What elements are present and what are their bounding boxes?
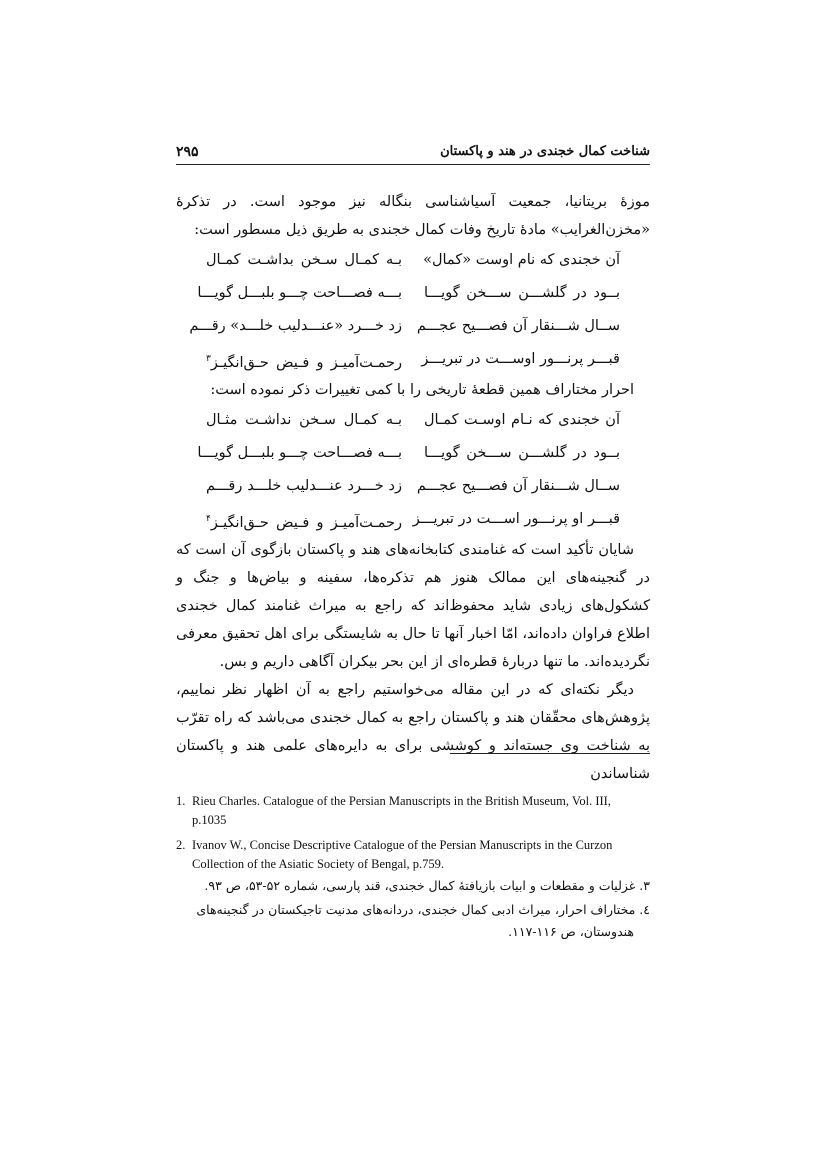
verse [176, 244, 650, 277]
paragraph-2 [176, 376, 650, 404]
footnote-text: Rieu Charles. Catalogue of the Persian Manuscripts in the British Museum, Vol. III, [192, 794, 611, 808]
hemistich-second: زد خـــرد عنـــدلیب خلـــد رقـــم [206, 478, 402, 494]
verse [176, 404, 650, 437]
footnote-text: ۳. غزلیات و مقطعات و ابیات بازیافتهٔ کمال خجندی، قند پارسی، شماره ۵۲-۵۳، ص ۹۳. [204, 878, 650, 893]
hemistich-second: بـــه فصـــاحت چـــو بلبـــل گویـــا [197, 285, 402, 301]
hemistich-second: بـــه فصـــاحت چـــو بلبـــل گویـــا [197, 445, 402, 461]
paragraph-1-text: موزهٔ بریتانیا، جمعیت آسیاشناسی بنگاله نیز موجود است. در تذکرهٔ «مخزن‌الغرایب» مادهٔ تاریخ وفات کمال خجندی به طریق ذیل مسطور است: [176, 194, 650, 238]
poem-2 [176, 404, 650, 536]
running-title: شناخت کمال خجندی در هند و پاکستان [440, 144, 650, 159]
footnote-mark-4: ۴ [206, 514, 211, 524]
verse [176, 277, 650, 310]
hemistich-second-text: رحمـت‌آمیـز و فـیض حـق‌انگیـز [210, 514, 402, 531]
page-number: ۲۹۵ [176, 144, 199, 160]
hemistich-first: بــود در گلشـــن ســـخن گویـــا [424, 445, 620, 461]
paragraph-2-text: احرار مختاراف همین قطعهٔ تاریخی را با کمی تغییرات ذکر نموده است: [210, 382, 634, 398]
footnote-text: ٤. مختاراف احرار، میراث ادبی کمال خجندی، دردانه‌های مدنیت تاجیکستان در گنجینه‌های [196, 902, 650, 917]
hemistich-first: قبـــر او پرنـــور اســـت در تبریـــز [412, 511, 620, 527]
verse [176, 437, 650, 470]
verse [176, 503, 650, 536]
footnote-3 [176, 875, 650, 897]
verse [176, 310, 650, 343]
footnote-mark-3: ۳ [206, 354, 211, 364]
footnote-4 [176, 899, 650, 943]
poem-1 [176, 244, 650, 376]
footnote-text-cont: p.1035 [192, 813, 227, 827]
footnote-text-cont: Collection of the Asiatic Society of Bengal, p.759. [192, 857, 445, 871]
footnote-number: 1. [176, 794, 186, 808]
footnote-separator [450, 753, 650, 754]
paragraph-1 [176, 188, 650, 244]
hemistich-second: بـه کمـال سـخن بداشـت کمـال [206, 252, 402, 268]
hemistich-second-text: رحمـت‌آمیـز و فـیض حـق‌انگیـز [210, 354, 402, 371]
verse [176, 343, 650, 376]
hemistich-first: آن خجندی که نـام اوسـت کمـال [424, 412, 620, 428]
hemistich-second: زد خـــرد «عنـــدلیب خلـــد» رقـــم [189, 318, 402, 334]
hemistich-second: بـه کمـال سـخن نداشـت مثـال [206, 412, 402, 428]
verse [176, 470, 650, 503]
hemistich-first: آن خجندی که نام اوست «کمال» [423, 252, 620, 268]
page-header [176, 140, 650, 165]
footnote-2 [176, 836, 650, 874]
hemistich-second [206, 343, 402, 376]
paragraph-3-text: شایان تأکید است که غنامندی کتابخانه‌های هند و پاکستان بازگوی آن است که در گنجینه‌های این ممالک هنوز هم تذکره‌ها، سفینه و بیاض‌ها و جنگ و کشکول‌های زیادی شاید محفوظ‌اند که راجع به میراث غنامند کمال خجندی اطلاع فراوان داده‌اند، امّا اخبار آنها تا حال به شایستگی برای اهل تحقیق معرفی نگردیده‌اند. ما تنها دربارهٔ قطره‌ای از این بحر بیکران آگاهی داریم و بس. [176, 542, 650, 670]
paragraph-4 [176, 676, 650, 788]
hemistich-second [206, 503, 402, 536]
paragraph-3 [176, 536, 650, 676]
main-text [176, 188, 650, 788]
footnote-number: 2. [176, 838, 186, 852]
hemistich-first: قبـــر پرنـــور اوســـت در تبریـــز [421, 351, 620, 367]
footnote-text-cont: هندوستان، ص ۱۱۶-۱۱۷. [508, 924, 634, 939]
hemistich-first: ســال شـــنقار آن فصـــیح عجـــم [416, 318, 620, 334]
hemistich-first: بــود در گلشـــن ســـخن گویـــا [424, 285, 620, 301]
hemistich-first: ســال شـــنقار آن فصـــیح عجـــم [416, 478, 620, 494]
footnote-text: Ivanov W., Concise Descriptive Catalogue of the Persian Manuscripts in the Curzon [192, 838, 613, 852]
footnote-1 [176, 792, 650, 830]
paragraph-4-text: دیگر نکته‌ای که در این مقاله می‌خواستیم راجع به آن اظهار نظر نماییم، پژوهش‌های محقّقان هند و پاکستان راجع به کمال خجندی می‌باشد که راه تقرّب به شناخت وی جسته‌اند و کوششی برای به دایره‌های علمی هند و پاکستان شناساندن [176, 682, 650, 782]
